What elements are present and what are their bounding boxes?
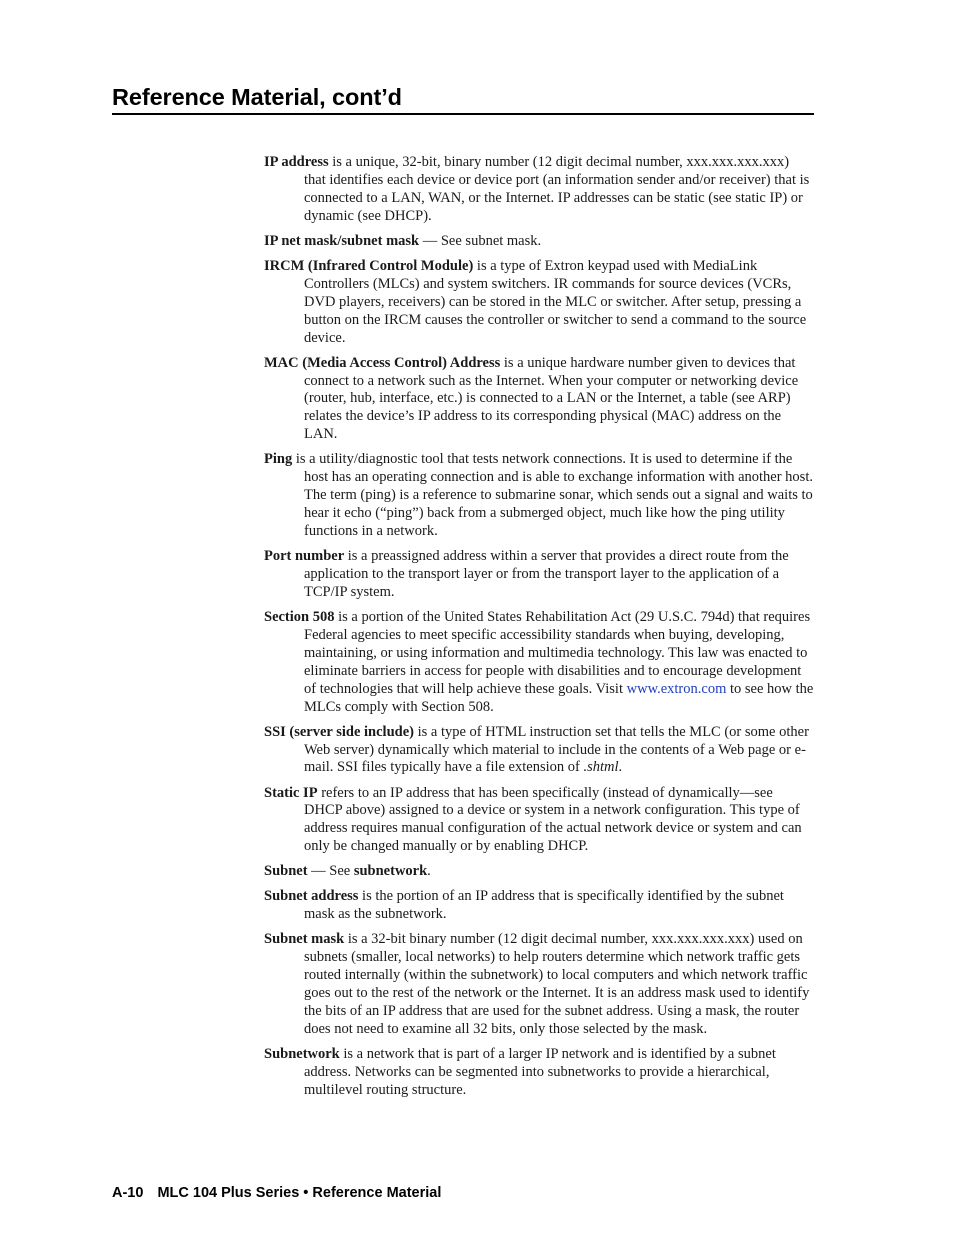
glossary-entry-ssi xyxy=(264,724,814,778)
glossary-definition-continued: to see how the MLCs comply with Section 508. xyxy=(304,680,814,715)
glossary-term: Subnet address xyxy=(264,888,359,905)
glossary-entry-subnet-mask xyxy=(264,931,814,1038)
glossary-term: Port number xyxy=(264,548,345,565)
glossary-term: Ping xyxy=(264,451,293,468)
file-extension: .shtml xyxy=(583,759,619,776)
glossary-term: SSI (server side include) xyxy=(264,723,414,740)
glossary-definition: refers to an IP address that has been specifically (instead of dynamically—see DHCP above) assigned to a device or system in a network configuration. This type of address requires manual configuration of the actual network device or system and can only be changed manually or by enabling DHCP. xyxy=(304,784,802,855)
page-footer xyxy=(112,1183,441,1203)
glossary-term: IRCM (Infrared Control Module) xyxy=(264,257,474,274)
glossary-term: Static IP xyxy=(264,784,318,801)
glossary-entry-section-508 xyxy=(264,609,814,716)
header-rule xyxy=(112,113,814,115)
glossary-definition: is a type of HTML instruction set that tells the MLC (or some other Web server) dynamically which material to include in the contents of a Web page or e-mail. SSI files typically have a file extension of xyxy=(304,723,809,776)
glossary-entry-subnet xyxy=(264,863,814,881)
glossary-definition: is a network that is part of a larger IP network and is identified by a subnet address. Networks can be segmented into subnetworks to provide a hierarchical, multilevel routing structure. xyxy=(304,1046,776,1098)
footer-title: MLC 104 Plus Series • Reference Material xyxy=(157,1185,442,1201)
glossary-definition: is a type of Extron keypad used with MediaLink Controllers (MLCs) and system switchers. IR commands for source devices (VCRs, DVD players, receivers) can be stored in the MLC or switcher. After setup, pressing a button on the IRCM causes the controller or switcher to send a command to the source device. xyxy=(304,257,807,346)
glossary-list xyxy=(264,154,814,1107)
glossary-definition: is a preassigned address within a server that provides a direct route from the application to the transport layer or from the transport layer to the application of a TCP/IP system. xyxy=(304,548,789,600)
glossary-definition-end: . xyxy=(427,863,431,880)
glossary-definition: — See subnet mask. xyxy=(419,232,542,249)
glossary-definition: is a 32-bit binary number (12 digit decimal number, xxx.xxx.xxx.xxx) used on subnets (smaller, local networks) to help routers determine which network traffic gets routed internally (within the subnetwork) to local computers and which network traffic goes out to the rest of the network or the Internet. It is an address mask used to identify the bits of an IP address that are used for the subnet address. Using a mask, the router does not need to examine all 32 bits, only those selected by the mask. xyxy=(304,931,810,1037)
glossary-definition-end: . xyxy=(618,759,623,776)
glossary-term: Subnet mask xyxy=(264,931,345,948)
glossary-term: IP net mask/subnet mask xyxy=(264,232,420,249)
glossary-definition: is a unique hardware number given to devices that connect to a network such as the Internet. When your computer or networking device (router, hub, interface, etc.) is connected to a LAN or the Internet, a table (see ARP) relates the device’s IP address to its corresponding physical (MAC) address on the LAN. xyxy=(304,354,799,443)
glossary-entry-subnet-address xyxy=(264,888,814,924)
cross-reference: subnetwork xyxy=(353,863,428,880)
glossary-definition: is a utility/diagnostic tool that tests network connections. It is used to determine if the host has an operating connection and is able to exchange information with another host. The term (ping) is a reference to submarine sonar, which sends out a signal and waits to hear it echo (“ping”) back from a submerged object, much like how the ping utility functions in a network. xyxy=(292,451,813,539)
extron-website-link[interactable]: www.extron.com xyxy=(626,680,727,697)
glossary-entry-ping xyxy=(264,451,814,541)
glossary-entry-ip-net-mask xyxy=(264,233,814,251)
glossary-definition: — See xyxy=(307,863,354,880)
glossary-definition: is a portion of the United States Rehabilitation Act (29 U.S.C. 794d) that requires Federal agencies to meet specific accessibility standards when buying, developing, maintaining, or using information and multimedia technology. This law was enacted to eliminate barriers in access for people with disabilities and to encourage development of technologies that will help achieve these goals. Visit xyxy=(304,608,811,697)
glossary-entry-static-ip xyxy=(264,785,814,857)
page-number: A-10 xyxy=(112,1185,144,1201)
glossary-entry-ircm xyxy=(264,258,814,348)
glossary-term: IP address xyxy=(264,154,329,170)
glossary-entry-ip-address xyxy=(264,154,814,226)
glossary-term: Subnet xyxy=(264,863,308,880)
glossary-definition: is the portion of an IP address that is specifically identified by the subnet mask as the subnetwork. xyxy=(304,888,784,923)
glossary-term: Section 508 xyxy=(264,608,335,625)
glossary-term: Subnetwork xyxy=(264,1046,340,1063)
page-title: Reference Material, cont’d xyxy=(112,84,402,110)
glossary-entry-port-number xyxy=(264,548,814,602)
glossary-entry-mac-address xyxy=(264,355,814,445)
glossary-entry-subnetwork xyxy=(264,1046,814,1100)
glossary-term: MAC (Media Access Control) Address xyxy=(264,354,501,371)
glossary-definition: is a unique, 32-bit, binary number (12 digit decimal number, xxx.xxx.xxx.xxx) that identifies each device or device port (an information sender and/or receiver) that is connected to a LAN, WAN, or the Internet. IP addresses can be static (see static IP) or dynamic (see DHCP). xyxy=(304,154,810,224)
